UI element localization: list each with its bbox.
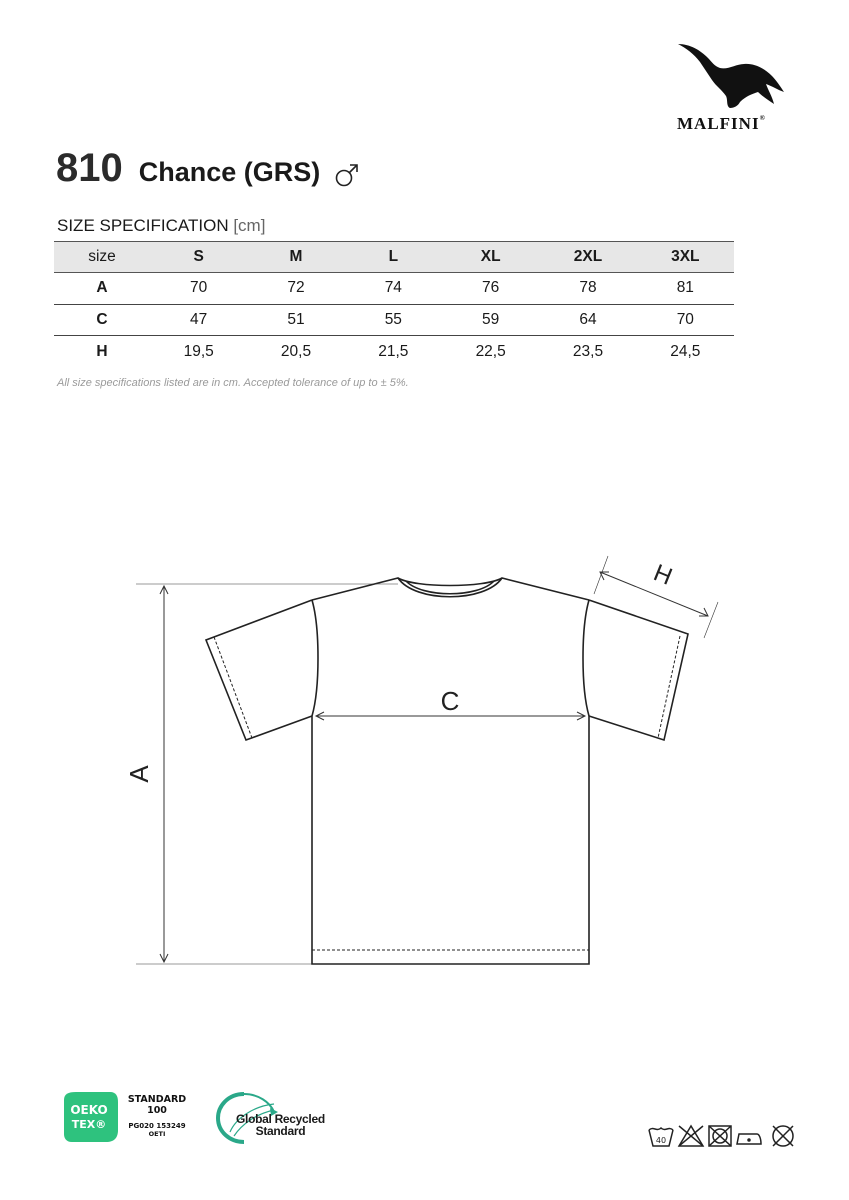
table-cell: 72 bbox=[247, 273, 344, 305]
no-dry-clean-icon bbox=[773, 1126, 793, 1146]
table-cell: 23,5 bbox=[572, 342, 604, 360]
table-cell: 70 bbox=[150, 273, 247, 305]
tshirt-measurement-diagram bbox=[124, 548, 730, 978]
oeko-standard: STANDARD bbox=[127, 1094, 187, 1105]
dimension-label-a: A bbox=[124, 765, 154, 783]
oeko-tex-info bbox=[122, 1094, 192, 1138]
table-cell: 19,5 bbox=[183, 342, 214, 360]
table-cell: 81 bbox=[637, 273, 734, 305]
row-label: C bbox=[54, 304, 150, 336]
wash-temp-label: 40 bbox=[655, 1136, 667, 1145]
table-cell: 64 bbox=[539, 304, 636, 336]
product-code: 810 bbox=[56, 146, 123, 190]
table-cell: 76 bbox=[442, 273, 539, 305]
eagle-icon bbox=[676, 40, 786, 112]
product-title bbox=[56, 146, 360, 196]
oeko-code: PG020 153249 bbox=[128, 1122, 186, 1130]
oeko-logo-top: OEKO bbox=[70, 1103, 108, 1117]
oeko-number: 100 bbox=[147, 1105, 167, 1116]
table-cell: 70 bbox=[637, 304, 734, 336]
table-cell: 59 bbox=[442, 304, 539, 336]
table-cell: 22,5 bbox=[475, 342, 506, 360]
male-gender-icon bbox=[334, 162, 360, 188]
table-cell: 74 bbox=[345, 273, 442, 305]
table-header-cell: S bbox=[150, 242, 247, 273]
table-row bbox=[54, 336, 734, 368]
table-header-row bbox=[54, 242, 734, 273]
dimension-label-c: C bbox=[440, 686, 460, 716]
table-row bbox=[54, 304, 734, 336]
oeko-institute: OETI bbox=[148, 1130, 166, 1138]
no-tumble-dry-icon bbox=[709, 1126, 731, 1146]
dimension-label-h: H bbox=[649, 559, 676, 591]
table-header-cell: L bbox=[345, 242, 442, 273]
brand-name: MALFINI® bbox=[677, 114, 766, 133]
oeko-tex-logo bbox=[58, 1090, 120, 1144]
table-header-cell: 2XL bbox=[539, 242, 636, 273]
dimension-lines bbox=[136, 556, 718, 964]
table-cell: 51 bbox=[247, 304, 344, 336]
row-label: A bbox=[54, 273, 150, 305]
row-label: H bbox=[96, 342, 108, 360]
grs-label bbox=[236, 1113, 325, 1137]
table-header-cell: size bbox=[54, 242, 150, 273]
brand-logo bbox=[668, 40, 798, 136]
table-cell: 55 bbox=[345, 304, 442, 336]
table-cell: 47 bbox=[150, 304, 247, 336]
iron-low-icon bbox=[737, 1134, 761, 1144]
size-table bbox=[54, 241, 734, 367]
table-cell: 24,5 bbox=[670, 342, 701, 360]
table-header-cell: XL bbox=[442, 242, 539, 273]
no-bleach-icon bbox=[679, 1126, 703, 1146]
tshirt-outline bbox=[206, 578, 688, 964]
spec-heading: SIZE SPECIFICATION [cm] bbox=[57, 216, 266, 235]
table-cell: 21,5 bbox=[378, 342, 409, 360]
table-header-cell: 3XL bbox=[637, 242, 734, 273]
grs-line2: Standard bbox=[255, 1124, 306, 1138]
table-cell: 78 bbox=[539, 273, 636, 305]
oeko-logo-bottom: TEX® bbox=[71, 1118, 107, 1131]
table-cell: 20,5 bbox=[280, 342, 312, 360]
table-header-cell: M bbox=[247, 242, 344, 273]
table-row bbox=[54, 273, 734, 305]
tolerance-note: All size specifications listed are in cm. Accepted tolerance of up to ± 5%. bbox=[57, 377, 409, 389]
care-symbols bbox=[647, 1122, 799, 1150]
grs-line1: Global Recycled bbox=[236, 1112, 325, 1126]
product-name: Chance (GRS) bbox=[138, 157, 321, 187]
